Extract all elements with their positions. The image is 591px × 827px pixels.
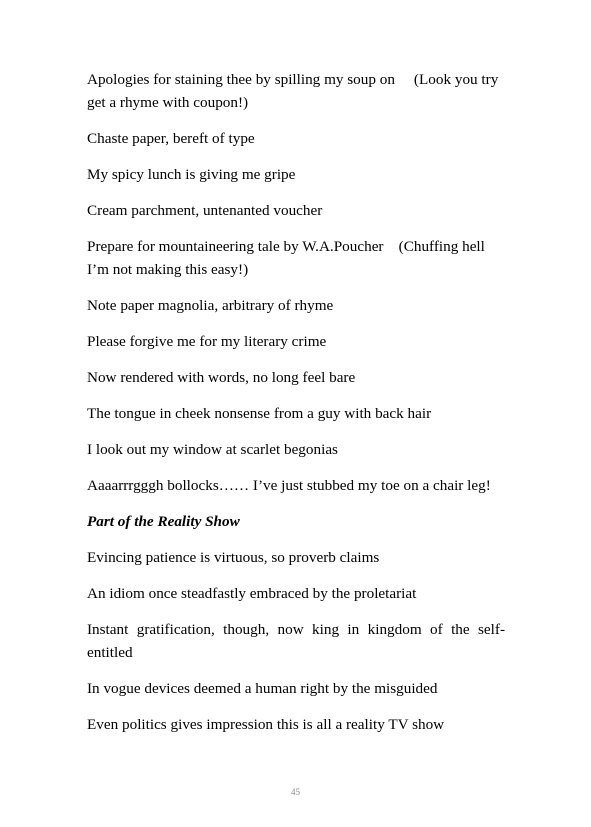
poem1-line-2: Chaste paper, bereft of type [87, 130, 255, 147]
poem1-line-10: I look out my window at scarlet begonias [87, 441, 338, 458]
poem1-line-5: Prepare for mountaineering tale by W.A.Poucher (Chuffing hell I’m not making this easy!) [87, 238, 489, 278]
poem2-title: Part of the Reality Show [87, 513, 240, 530]
poem1-line-6: Note paper magnolia, arbitrary of rhyme [87, 297, 334, 314]
poem2-line-2: An idiom once steadfastly embraced by the proletariat [87, 585, 417, 602]
page-number: 45 [291, 787, 300, 797]
poem1-line-4: Cream parchment, untenanted voucher [87, 202, 323, 219]
poem1-line-7: Please forgive me for my literary crime [87, 333, 327, 350]
poem2-line-1: Evincing patience is virtuous, so proverb claims [87, 549, 380, 566]
poem1-line-3: My spicy lunch is giving me gripe [87, 166, 296, 183]
poem2-line-4: In vogue devices deemed a human right by the misguided [87, 680, 438, 697]
poem2-line-5: Even politics gives impression this is all a reality TV show [87, 716, 445, 733]
poem1-line-1: Apologies for staining thee by spilling my soup on (Look you try get a rhyme with coupon!) [87, 71, 503, 111]
poem-text-block [87, 68, 505, 749]
poem2-line-3: Instant gratification, though, now king in kingdom of the self-entitled [87, 621, 505, 661]
poem1-line-11: Aaaarrrgggh bollocks…… I’ve just stubbed my toe on a chair leg! [87, 477, 491, 494]
poem1-line-9: The tongue in cheek nonsense from a guy with back hair [87, 405, 432, 422]
poem1-line-8: Now rendered with words, no long feel bare [87, 369, 356, 386]
